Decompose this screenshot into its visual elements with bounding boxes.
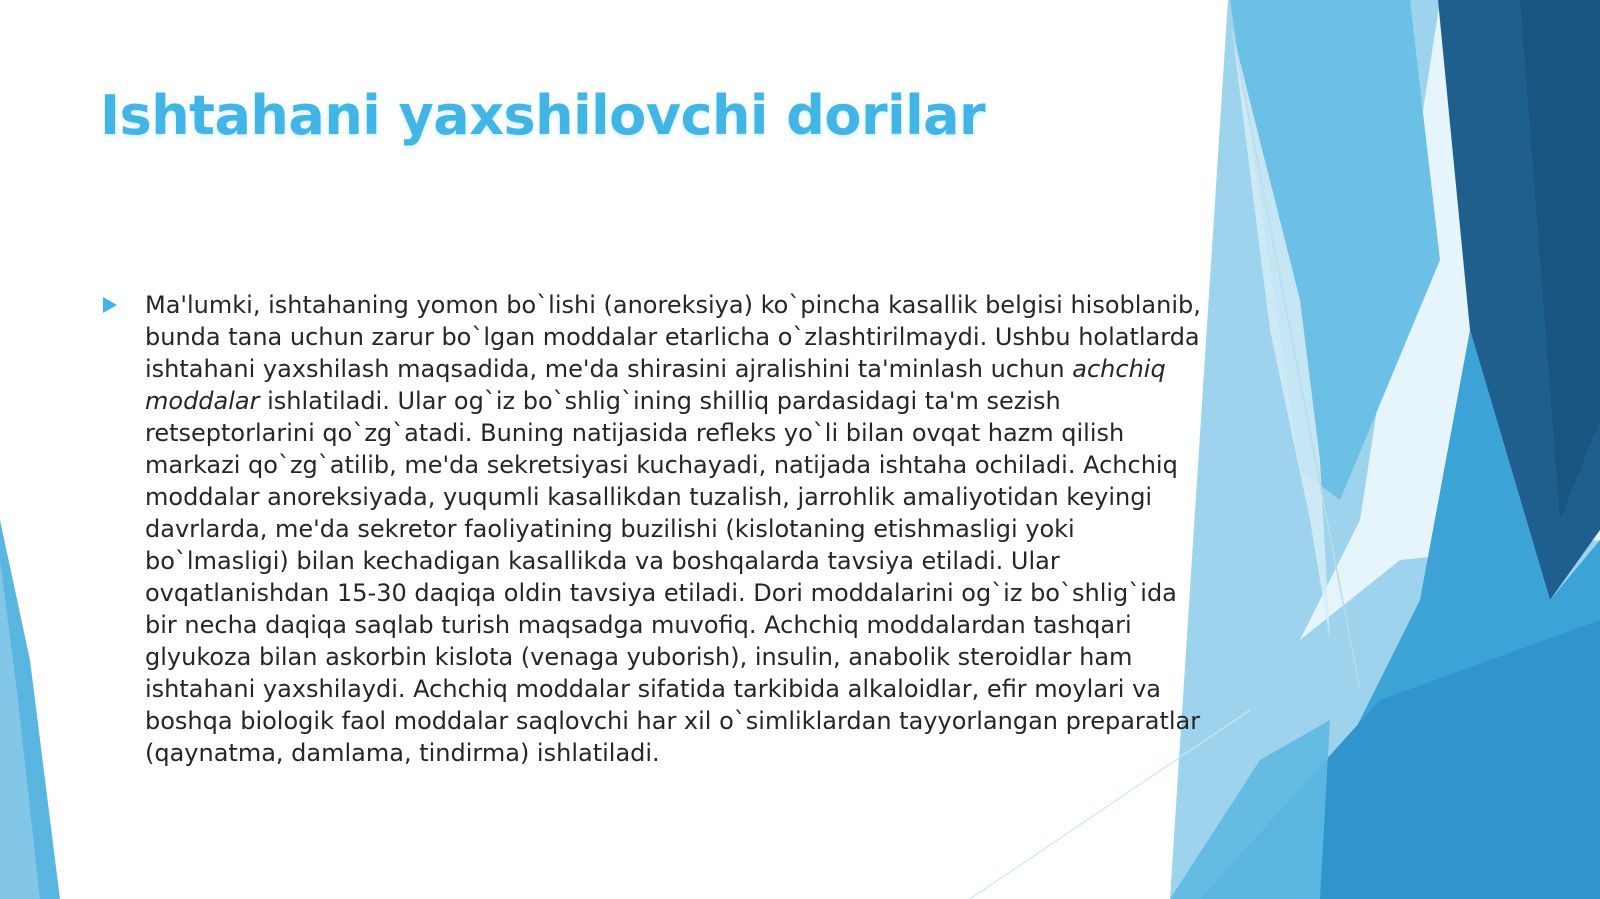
slide-title: Ishtahani yaxshilovchi dorilar <box>100 84 986 147</box>
paragraph-text-start: Ma'lumki, ishtahaning yomon bo`lishi (anoreksiya) ko`pincha kasallik belgisi hisoblanib, bunda tana uchun zarur bo`lgan moddalar etarlicha o`zlashtirilmaydi. Ushbu holatlarda ishtahani yaxshilash maqsadida, me'da shirasini ajralishini ta'minlash uchun <box>145 291 1201 383</box>
slide-body-paragraph <box>145 289 1215 769</box>
triangle-bullet-icon <box>103 297 117 313</box>
paragraph-text-end: ishlatiladi. Ular og`iz bo`shlig`ining shilliq pardasidagi ta'm sezish retseptorlarini qo`zg`atadi. Buning natijasida refleks yo`li bilan ovqat hazm qilish markazi qo`zg`atilib, me'da sekretsiyasi kuchayadi, natijada ishtaha ochiladi. Achchiq moddalar anoreksiyada, yuqumli kasallikdan tuzalish, jarrohlik amaliyotidan keyingi davrlarda, me'da sekretor faoliyatining buzilishi (kislotaning etishmasligi yoki bo`lmasligi) bilan kechadigan kasallikda va boshqalarda tavsiya etiladi. Ular ovqatlanishdan 15-30 daqiqa oldin tavsiya etiladi. Dori moddalarini og`iz bo`shlig`ida bir necha daqiqa saqlab turish maqsadga muvofiq. Achchiq moddalardan tashqari glyukoza bilan askorbin kislota (venaga yuborish), insulin, anabolik steroidlar ham ishtahani yaxshilaydi. Achchiq moddalar sifatida tarkibida alkaloidlar, efir moylari va boshqa biologik faol moddalar saqlovchi har xil o`simliklardan tayyorlangan preparatlar (qaynatma, damlama, tindirma) ishlatiladi. <box>145 387 1201 767</box>
paragraph-italic-term: achchiq moddalar <box>145 355 1166 415</box>
